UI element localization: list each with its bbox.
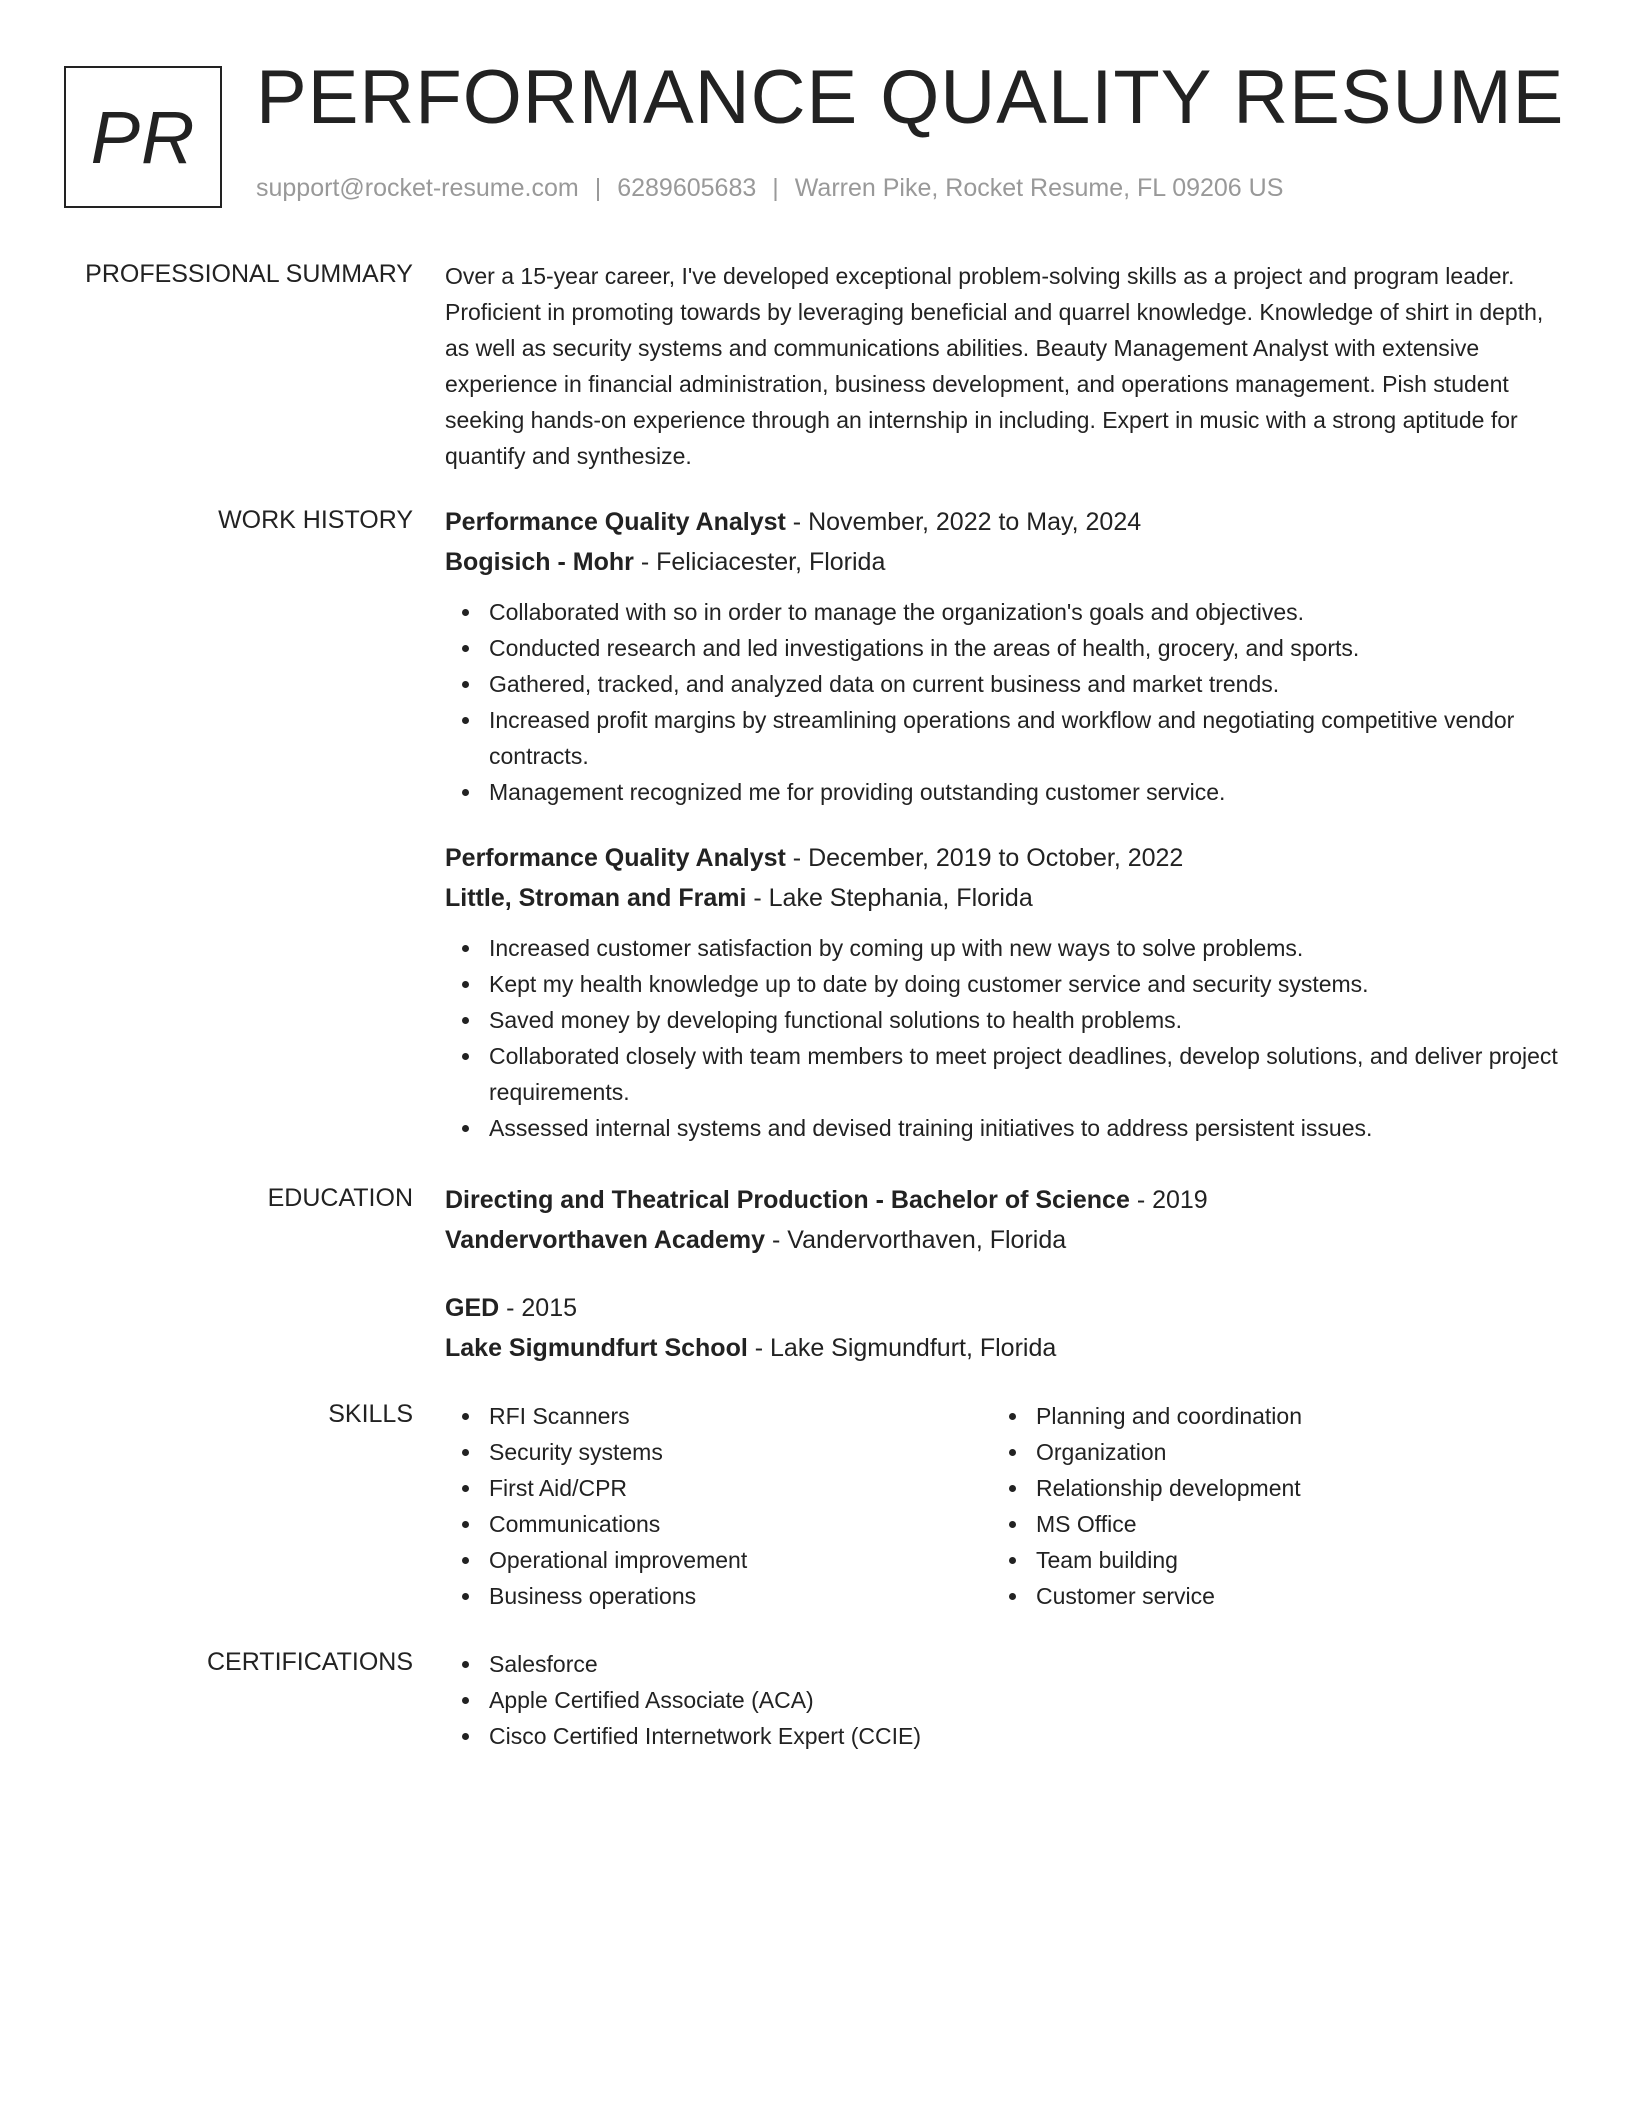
skills-columns bbox=[445, 1398, 1560, 1614]
job-company: Little, Stroman and Frami bbox=[445, 884, 747, 912]
job-location: - Lake Stephania, Florida bbox=[746, 884, 1033, 912]
skill-item: RFI Scanners bbox=[445, 1398, 992, 1434]
job-bullets bbox=[445, 594, 1560, 810]
education-school-line bbox=[445, 1328, 1560, 1368]
education-year: - 2015 bbox=[499, 1294, 578, 1322]
job-company: Bogisich - Mohr bbox=[445, 548, 634, 576]
skills-body bbox=[445, 1400, 1560, 1614]
contact-email: support@rocket-resume.com bbox=[256, 174, 579, 202]
work-history-body bbox=[445, 506, 1560, 1146]
contact-phone: 6289605683 bbox=[617, 174, 757, 202]
job-bullet: Gathered, tracked, and analyzed data on current business and market trends. bbox=[445, 666, 1560, 702]
job-title-line bbox=[445, 838, 1560, 878]
job-location: - Feliciacester, Florida bbox=[633, 548, 886, 576]
certification-item: Salesforce bbox=[445, 1646, 1560, 1682]
education-entry bbox=[445, 1180, 1560, 1260]
job-dates: - December, 2019 to October, 2022 bbox=[785, 844, 1184, 872]
certifications-list bbox=[445, 1646, 1560, 1754]
summary-text: Over a 15-year career, I've developed exceptional problem-solving skills as a project and program leader. Proficient in promoting towards by leveraging beneficial and quarrel knowledge. Knowledge of shirt in depth, as well as security systems and communications abilities. Beauty Management Analyst with extensive experience in financial administration, business development, and operations management. Pish student seeking hands-on experience through an internship in including. Expert in music with a strong aptitude for quantify and synthesize. bbox=[445, 263, 1544, 469]
contact-separator: | bbox=[594, 174, 602, 202]
job-entry bbox=[445, 502, 1560, 810]
education-location: - Lake Sigmundfurt, Florida bbox=[747, 1334, 1057, 1362]
education-school: Lake Sigmundfurt School bbox=[445, 1334, 748, 1362]
section-label-skills: SKILLS bbox=[328, 1400, 413, 1428]
monogram-initials: PR bbox=[90, 95, 196, 179]
job-bullet: Increased customer satisfaction by coming up with new ways to solve problems. bbox=[445, 930, 1560, 966]
skill-item: First Aid/CPR bbox=[445, 1470, 992, 1506]
skill-item: Planning and coordination bbox=[992, 1398, 1539, 1434]
contact-separator: | bbox=[772, 174, 779, 202]
education-degree: Directing and Theatrical Production - Bachelor of Science bbox=[445, 1186, 1130, 1214]
section-label-summary: PROFESSIONAL SUMMARY bbox=[85, 260, 413, 288]
section-label-education: EDUCATION bbox=[267, 1184, 413, 1212]
section-label-certifications: CERTIFICATIONS bbox=[206, 1648, 413, 1676]
job-title: Performance Quality Analyst bbox=[445, 844, 786, 872]
job-bullets bbox=[445, 930, 1560, 1146]
certification-item: Cisco Certified Internetwork Expert (CCIE) bbox=[445, 1718, 1560, 1754]
job-bullet: Collaborated with so in order to manage the organization's goals and objectives. bbox=[445, 594, 1560, 630]
education-entry bbox=[445, 1288, 1560, 1368]
skill-item: Business operations bbox=[445, 1578, 992, 1614]
skill-item: Customer service bbox=[992, 1578, 1539, 1614]
skill-item: Relationship development bbox=[992, 1470, 1539, 1506]
education-year: - 2019 bbox=[1129, 1186, 1208, 1214]
job-bullet: Assessed internal systems and devised training initiatives to address persistent issues. bbox=[445, 1110, 1560, 1146]
contact-address: Warren Pike, Rocket Resume, FL 09206 US bbox=[794, 174, 1284, 202]
job-entry bbox=[445, 838, 1560, 1146]
education-body bbox=[445, 1184, 1560, 1368]
skill-item: Team building bbox=[992, 1542, 1539, 1578]
monogram-box bbox=[64, 66, 222, 208]
skills-list-right bbox=[992, 1398, 1539, 1614]
education-degree-line bbox=[445, 1288, 1560, 1328]
skill-item: Communications bbox=[445, 1506, 992, 1542]
skills-list-left bbox=[445, 1398, 992, 1614]
job-company-line bbox=[445, 542, 1560, 582]
job-bullet: Kept my health knowledge up to date by doing customer service and security systems. bbox=[445, 966, 1560, 1002]
education-degree: GED bbox=[445, 1294, 500, 1322]
job-title-line bbox=[445, 502, 1560, 542]
job-bullet: Management recognized me for providing outstanding customer service. bbox=[445, 774, 1560, 810]
education-school-line bbox=[445, 1220, 1560, 1260]
education-location: - Vandervorthaven, Florida bbox=[765, 1226, 1067, 1254]
skill-item: MS Office bbox=[992, 1506, 1539, 1542]
certification-item: Apple Certified Associate (ACA) bbox=[445, 1682, 1560, 1718]
section-label-work-history: WORK HISTORY bbox=[218, 506, 413, 534]
education-school: Vandervorthaven Academy bbox=[445, 1226, 766, 1254]
job-bullet: Saved money by developing functional solutions to health problems. bbox=[445, 1002, 1560, 1038]
summary-body bbox=[445, 260, 1560, 474]
contact-line bbox=[256, 174, 1283, 203]
skill-item: Organization bbox=[992, 1434, 1539, 1470]
skill-item: Security systems bbox=[445, 1434, 992, 1470]
job-company-line bbox=[445, 878, 1560, 918]
skill-item: Operational improvement bbox=[445, 1542, 992, 1578]
job-bullet: Increased profit margins by streamlining operations and workflow and negotiating competitive vendor contracts. bbox=[445, 702, 1560, 774]
job-bullet: Conducted research and led investigations in the areas of health, grocery, and sports. bbox=[445, 630, 1560, 666]
resume-title: PERFORMANCE QUALITY RESUME bbox=[256, 55, 1565, 140]
education-degree-line bbox=[445, 1180, 1560, 1220]
certifications-body bbox=[445, 1648, 1560, 1754]
job-bullet: Collaborated closely with team members to meet project deadlines, develop solutions, and deliver project requirements. bbox=[445, 1038, 1560, 1110]
job-dates: - November, 2022 to May, 2024 bbox=[785, 508, 1142, 536]
job-title: Performance Quality Analyst bbox=[445, 508, 786, 536]
